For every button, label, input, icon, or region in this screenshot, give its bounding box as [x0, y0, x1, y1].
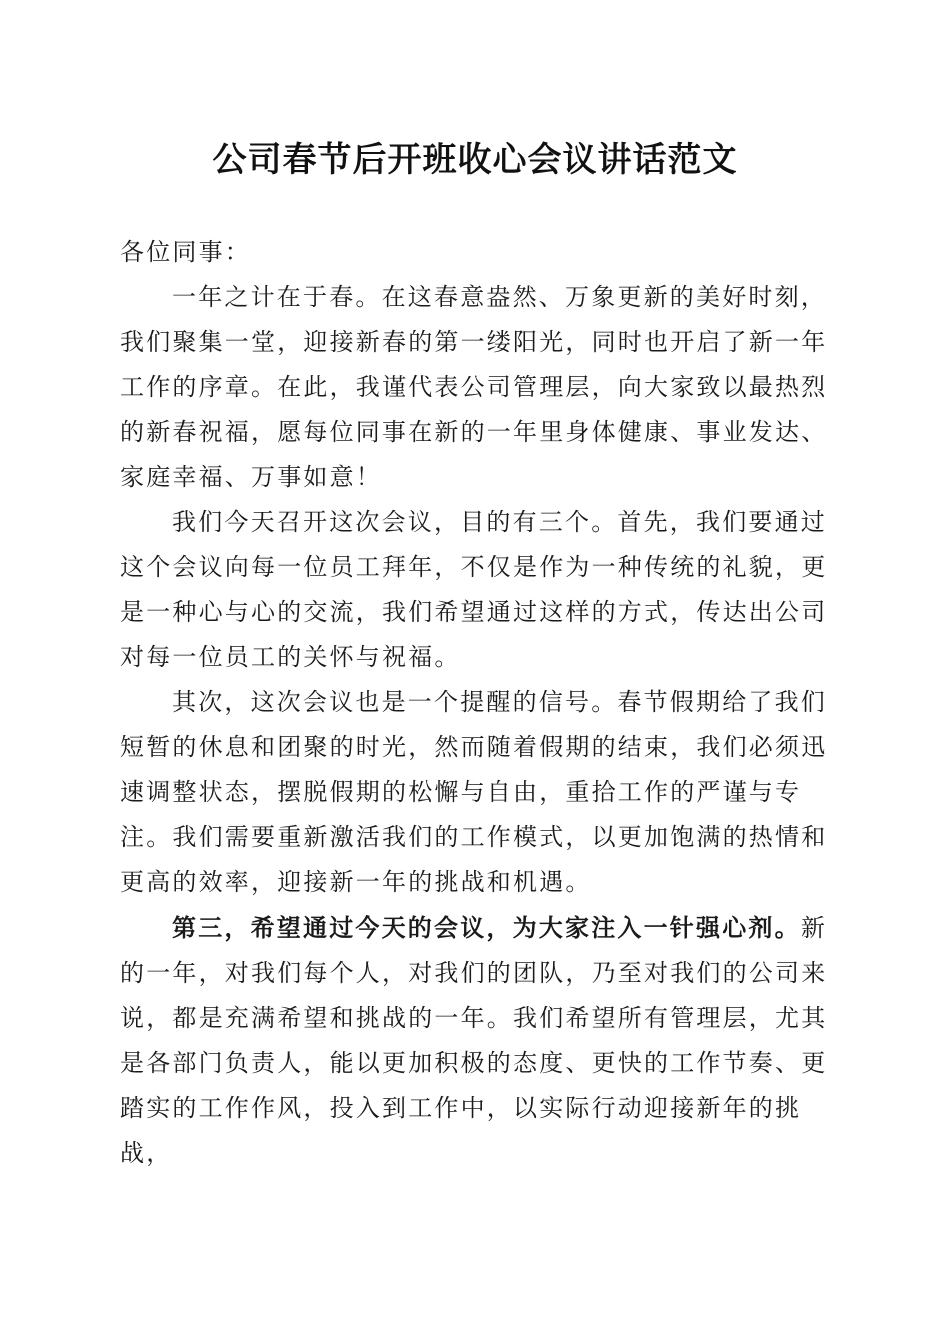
- paragraph-4-text: 新的一年，对我们每个人，对我们的团队，乃至对我们的公司来说，都是充满希望和挑战的一年。我们希望所有管理层，尤其是各部门负责人，能以更加积极的态度、更快的工作节奏、更踏实的工作作风，投入到工作中，以实际行动迎接新年的挑战，: [120, 914, 828, 1167]
- salutation: 各位同事：: [120, 238, 251, 266]
- paragraph-4: [120, 905, 840, 1176]
- document-title: 公司春节后开班收心会议讲话范文: [212, 140, 738, 180]
- document-body: [120, 230, 840, 1176]
- paragraph-2: 我们今天召开这次会议，目的有三个。首先，我们要通过这个会议向每一位员工拜年，不仅是作为一种传统的礼貌，更是一种心与心的交流，我们希望通过这样的方式，传达出公司对每一位员工的关怀与祝福。: [120, 508, 828, 671]
- paragraph-3: 其次，这次会议也是一个提醒的信号。春节假期给了我们短暂的休息和团聚的时光，然而随着假期的结束，我们必须迅速调整状态，摆脱假期的松懈与自由，重拾工作的严谨与专注。我们需要重新激活我们的工作模式，以更加饱满的热情和更高的效率，迎接新一年的挑战和机遇。: [120, 688, 828, 896]
- paragraph-4-lead: 第三，希望通过今天的会议，为大家注入一针强心剂。: [172, 913, 801, 942]
- paragraph-1: 一年之计在于春。在这春意盎然、万象更新的美好时刻，我们聚集一堂，迎接新春的第一缕阳光，同时也开启了新一年工作的序章。在此，我谨代表公司管理层，向大家致以最热烈的新春祝福，愿每位同事在新的一年里身体健康、事业发达、家庭幸福、万事如意！: [120, 283, 828, 491]
